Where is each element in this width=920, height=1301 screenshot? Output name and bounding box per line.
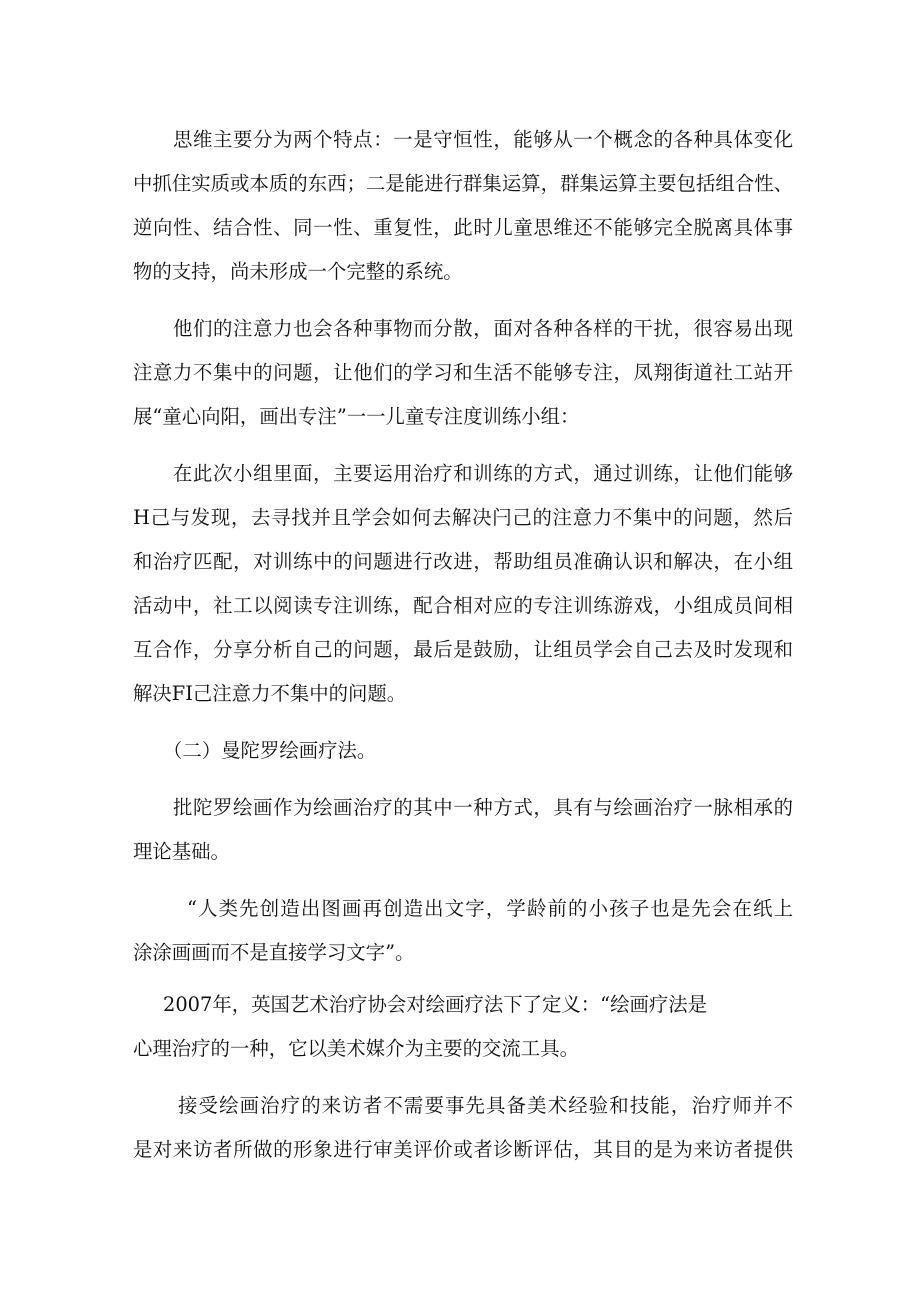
paragraph-3-line-5: 互合作，分享分析自己的问题，最后是鼓励，让组员学会自己去及时发现和: [133, 638, 793, 661]
quote-line-2: 涂涂画画而不是直接学习文字”。: [133, 941, 415, 964]
paragraph-3-line-6: 解决FI己注意力不集中的问题。: [133, 682, 407, 705]
paragraph-3-line-2: H己与发现，去寻找并且学会如何去解决闩己的注意力不集中的问题，然后: [133, 506, 793, 529]
paragraph-1-line-4: 物的支持，尚未形成一个完整的系统。: [133, 260, 463, 283]
paragraph-1-line-1: 思维主要分为两个特点：一是守恒性，能够从一个概念的各种具体变化: [173, 128, 793, 151]
paragraph-2-line-1: 他们的注意力也会各种事物而分散，面对各种各样的干扰，很容易出现: [173, 317, 793, 340]
final-paragraph-line-2: 是对来访者所做的形象进行审美评价或者诊断评估，其目的是为来访者提供: [133, 1138, 793, 1161]
final-paragraph-line-1: 接受绘画治疗的来访者不需要事先具备美术经验和技能，治疗师并不: [178, 1094, 793, 1117]
paragraph-2-line-2: 注意力不集中的问题，让他们的学习和生活不能够专注，凤翔街道社工站开: [133, 361, 793, 384]
quote-line-1: “人类先创造出图画再创造出文字，学龄前的小孩子也是先会在纸上: [187, 897, 793, 920]
paragraph-4-line-2: 理论基础。: [133, 840, 230, 863]
definition-line-2: 心理治疗的一种，它以美术媒介为主要的交流工具。: [133, 1037, 579, 1060]
paragraph-2-line-3: 展“童心向阳，画出专注”一一儿童专注度训练小组：: [133, 405, 580, 428]
section-heading: （二）曼陀罗绘画疗法。: [163, 739, 377, 762]
paragraph-3-line-3: 和治疗匹配，对训练中的问题进行改进，帮助组员准确认识和解决，在小组: [133, 550, 793, 573]
paragraph-1-line-2: 中抓住实质或本质的东西；二是能进行群集运算，群集运算主要包括组合性、: [133, 172, 793, 195]
definition-line-1: 2007年，英国艺术治疗协会对绘画疗法下了定义：“绘画疗法是: [163, 993, 708, 1016]
paragraph-1-line-3: 逆向性、结合性、同一性、重复性，此时儿童思维还不能够完全脱离具体事: [133, 216, 793, 239]
paragraph-3-line-4: 活动中，社工以阅读专注训练，配合相对应的专注训练游戏，小组成员间相: [133, 594, 793, 617]
paragraph-4-line-1: 批陀罗绘画作为绘画治疗的其中一种方式，具有与绘画治疗一脉相承的: [173, 796, 793, 819]
paragraph-3-line-1: 在此次小组里面，主要运用治疗和训练的方式，通过训练，让他们能够: [173, 462, 793, 485]
